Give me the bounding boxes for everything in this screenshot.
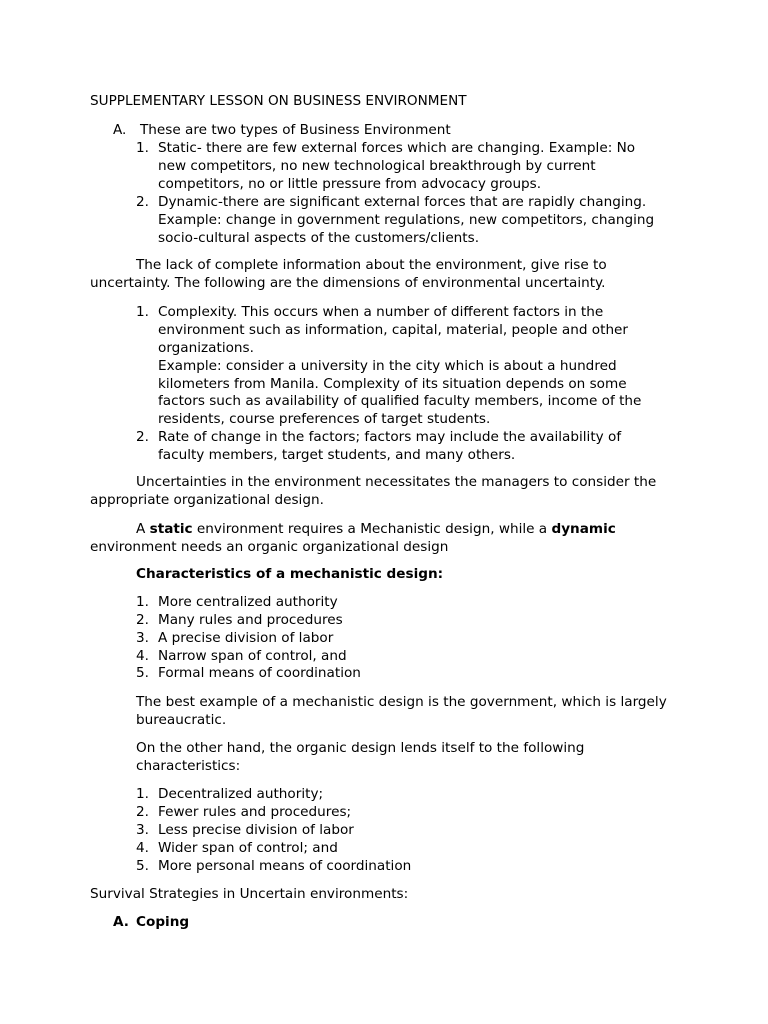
list-item-number: 2. <box>136 194 149 210</box>
list-item-text: Rate of change in the factors; factors may include the availability of <box>158 429 622 445</box>
list-item-text: Formal means of coordination <box>158 665 361 681</box>
list-item-text: Narrow span of control, and <box>158 648 347 664</box>
paragraph-line: uncertainty. The following are the dimensions of environmental uncertainty. <box>90 275 606 291</box>
list-item-number: 1. <box>136 304 149 320</box>
list-item-number: 5. <box>136 665 149 681</box>
paragraph-line: The lack of complete information about the environment, give rise to <box>136 257 607 273</box>
survival-heading: Survival Strategies in Uncertain environments: <box>90 886 409 902</box>
list-item-text: Many rules and procedures <box>158 612 343 628</box>
list-item-text: Dynamic-there are significant external forces that are rapidly changing. <box>158 194 647 210</box>
list-item-number: 4. <box>136 840 149 856</box>
list-item-text: Less precise division of labor <box>158 822 354 838</box>
paragraph-line: On the other hand, the organic design lends itself to the following <box>136 740 585 756</box>
list-item-number: 2. <box>136 804 149 820</box>
list-item-number: 2. <box>136 612 149 628</box>
list-item-number: 4. <box>136 648 149 664</box>
list-item-text: organizations. <box>158 340 254 356</box>
list-item-number: 3. <box>136 822 149 838</box>
list-item-number: 1. <box>136 786 149 802</box>
section-a-marker: A. <box>113 122 127 138</box>
list-item-text: kilometers from Manila. Complexity of its situation depends on some <box>158 376 627 392</box>
page-title: SUPPLEMENTARY LESSON ON BUSINESS ENVIRONMENT <box>90 93 467 109</box>
list-item-number: 1. <box>136 140 149 156</box>
paragraph-line: bureaucratic. <box>136 712 227 728</box>
list-item-number: 1. <box>136 594 149 610</box>
list-item-text: new competitors, no new technological breakthrough by current <box>158 158 596 174</box>
paragraph-line: Uncertainties in the environment necessitates the managers to consider the <box>136 474 657 490</box>
static-dynamic-sentence: A static environment requires a Mechanistic design, while a dynamic <box>136 521 616 537</box>
list-item-text: competitors, no or little pressure from advocacy groups. <box>158 176 542 192</box>
list-item-text: A precise division of labor <box>158 630 334 646</box>
mechanistic-heading: Characteristics of a mechanistic design: <box>136 566 444 582</box>
list-item-text: Fewer rules and procedures; <box>158 804 352 820</box>
list-item-text: Example: consider a university in the city which is about a hundred <box>158 358 617 374</box>
paragraph-line: environment needs an organic organizational design <box>90 539 449 555</box>
list-item-text: Decentralized authority; <box>158 786 324 802</box>
list-item-text: factors such as availability of qualified faculty members, income of the <box>158 393 642 409</box>
paragraph-line: The best example of a mechanistic design is the government, which is largely <box>136 694 667 710</box>
list-item-text: Static- there are few external forces which are changing. Example: No <box>158 140 636 156</box>
dynamic-term: dynamic <box>551 521 616 537</box>
list-item-text: faculty members, target students, and many others. <box>158 447 516 463</box>
list-item-text: More centralized authority <box>158 594 338 610</box>
list-item-text: Example: change in government regulations, new competitors, changing <box>158 212 655 228</box>
paragraph-line: characteristics: <box>136 758 241 774</box>
section-a-heading: These are two types of Business Environment <box>140 122 451 138</box>
list-item-text: More personal means of coordination <box>158 858 412 874</box>
list-item-number: 5. <box>136 858 149 874</box>
list-item-text: residents, course preferences of target students. <box>158 411 491 427</box>
coping-heading: Coping <box>136 914 190 930</box>
list-item-number: 2. <box>136 429 149 445</box>
list-item-number: 3. <box>136 630 149 646</box>
paragraph-line: appropriate organizational design. <box>90 492 324 508</box>
list-item-text: environment such as information, capital, material, people and other <box>158 322 629 338</box>
list-item-text: socio-cultural aspects of the customers/clients. <box>158 230 480 246</box>
coping-marker: A. <box>113 914 129 930</box>
list-item-text: Wider span of control; and <box>158 840 338 856</box>
list-item-text: Complexity. This occurs when a number of different factors in the <box>158 304 604 320</box>
static-term: static <box>149 521 193 537</box>
